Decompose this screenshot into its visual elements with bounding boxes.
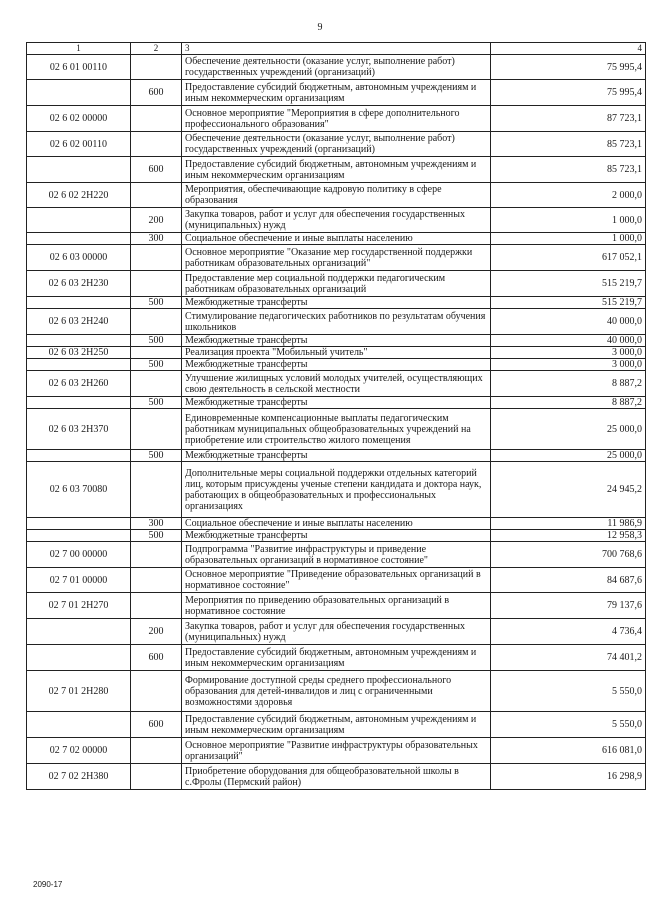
table-row (27, 542, 646, 568)
row-amount-cell: 3 000,0 (491, 347, 646, 359)
footer-document-code: 2090-17 (33, 880, 63, 889)
row-expense-type-cell: 600 (131, 645, 182, 671)
table-row (27, 309, 646, 335)
row-name-cell: Предоставление субсидий бюджетным, автономным учреждениям и иным некоммерческим организациям (182, 712, 491, 738)
table-row (27, 132, 646, 157)
row-code-cell: 02 6 02 00000 (27, 106, 131, 132)
row-expense-type-cell (131, 183, 182, 208)
row-code-cell (27, 80, 131, 106)
row-expense-type-cell: 600 (131, 712, 182, 738)
table-row (27, 297, 646, 309)
row-name-cell: Предоставление субсидий бюджетным, автономным учреждениям и иным некоммерческим организациям (182, 157, 491, 183)
row-name-cell: Межбюджетные трансферты (182, 297, 491, 309)
row-expense-type-cell: 500 (131, 335, 182, 347)
row-code-cell: 02 7 02 2Н380 (27, 764, 131, 790)
row-amount-cell: 87 723,1 (491, 106, 646, 132)
row-name-cell: Предоставление субсидий бюджетным, автономным учреждениям и иным некоммерческим организациям (182, 80, 491, 106)
header-cell-name: 3 (182, 43, 491, 55)
row-amount-cell: 1 000,0 (491, 208, 646, 233)
table-row (27, 518, 646, 530)
row-expense-type-cell (131, 106, 182, 132)
row-name-cell: Предоставление мер социальной поддержки педагогическим работникам образовательных организаций (182, 271, 491, 297)
table-row (27, 347, 646, 359)
row-name-cell: Основное мероприятие "Оказание мер государственной поддержки работникам образовательных организаций" (182, 245, 491, 271)
table-row (27, 409, 646, 450)
row-amount-cell: 85 723,1 (491, 157, 646, 183)
row-expense-type-cell: 300 (131, 233, 182, 245)
row-name-cell: Межбюджетные трансферты (182, 335, 491, 347)
row-amount-cell: 3 000,0 (491, 359, 646, 371)
row-name-cell: Межбюджетные трансферты (182, 359, 491, 371)
row-expense-type-cell (131, 371, 182, 397)
table-row (27, 371, 646, 397)
row-name-cell: Мероприятия по приведению образовательных организаций в нормативное состояние (182, 593, 491, 619)
row-name-cell: Реализация проекта "Мобильный учитель" (182, 347, 491, 359)
table-row (27, 619, 646, 645)
row-amount-cell: 85 723,1 (491, 132, 646, 157)
table-row (27, 593, 646, 619)
row-name-cell: Межбюджетные трансферты (182, 530, 491, 542)
row-amount-cell: 5 550,0 (491, 671, 646, 712)
row-expense-type-cell: 500 (131, 450, 182, 462)
row-amount-cell: 24 945,2 (491, 462, 646, 518)
row-name-cell: Стимулирование педагогических работников по результатам обучения школьников (182, 309, 491, 335)
row-code-cell: 02 6 03 2Н240 (27, 309, 131, 335)
row-code-cell (27, 208, 131, 233)
row-amount-cell: 8 887,2 (491, 397, 646, 409)
row-name-cell: Основное мероприятие "Приведение образовательных организаций в нормативное состояние" (182, 568, 491, 593)
row-name-cell: Социальное обеспечение и иные выплаты населению (182, 518, 491, 530)
row-amount-cell: 40 000,0 (491, 335, 646, 347)
row-expense-type-cell: 300 (131, 518, 182, 530)
row-expense-type-cell: 500 (131, 297, 182, 309)
row-code-cell: 02 7 01 2Н270 (27, 593, 131, 619)
row-expense-type-cell (131, 347, 182, 359)
row-code-cell: 02 6 03 00000 (27, 245, 131, 271)
row-code-cell: 02 6 03 2Н260 (27, 371, 131, 397)
row-name-cell: Формирование доступной среды среднего профессионального образования для детей-инвалидов и лиц с ограниченными возможностями здоровья (182, 671, 491, 712)
row-code-cell (27, 297, 131, 309)
row-code-cell: 02 6 01 00110 (27, 55, 131, 80)
row-expense-type-cell (131, 671, 182, 712)
row-name-cell: Закупка товаров, работ и услуг для обеспечения государственных (муниципальных) нужд (182, 208, 491, 233)
row-name-cell: Обеспечение деятельности (оказание услуг, выполнение работ) государственных учреждений (организаций) (182, 132, 491, 157)
row-expense-type-cell: 200 (131, 619, 182, 645)
row-code-cell: 02 6 03 2Н250 (27, 347, 131, 359)
table-header-row (27, 43, 646, 55)
row-name-cell: Межбюджетные трансферты (182, 450, 491, 462)
row-amount-cell: 40 000,0 (491, 309, 646, 335)
table-row (27, 245, 646, 271)
row-amount-cell: 25 000,0 (491, 450, 646, 462)
row-expense-type-cell: 600 (131, 80, 182, 106)
table-row (27, 55, 646, 80)
table-row (27, 157, 646, 183)
row-name-cell: Приобретение оборудования для общеобразовательной школы в с.Фролы (Пермский район) (182, 764, 491, 790)
row-code-cell: 02 7 00 00000 (27, 542, 131, 568)
table-row (27, 450, 646, 462)
row-expense-type-cell (131, 568, 182, 593)
row-code-cell (27, 359, 131, 371)
row-name-cell: Дополнительные меры социальной поддержки отдельных категорий лиц, которым присуждены ученые степени кандидата и доктора наук, работающих в общеобразовательных и профессиональных организациях (182, 462, 491, 518)
row-amount-cell: 1 000,0 (491, 233, 646, 245)
row-code-cell (27, 233, 131, 245)
budget-table (26, 42, 646, 790)
row-expense-type-cell (131, 245, 182, 271)
row-code-cell: 02 6 03 2Н370 (27, 409, 131, 450)
row-name-cell: Социальное обеспечение и иные выплаты населению (182, 233, 491, 245)
row-code-cell (27, 450, 131, 462)
table-row (27, 359, 646, 371)
row-code-cell (27, 335, 131, 347)
page-number: 9 (317, 22, 323, 33)
row-code-cell (27, 645, 131, 671)
row-amount-cell: 75 995,4 (491, 55, 646, 80)
row-code-cell (27, 518, 131, 530)
row-amount-cell: 700 768,6 (491, 542, 646, 568)
row-amount-cell: 515 219,7 (491, 271, 646, 297)
row-amount-cell: 74 401,2 (491, 645, 646, 671)
row-code-cell (27, 619, 131, 645)
row-code-cell: 02 7 01 2Н280 (27, 671, 131, 712)
row-amount-cell: 617 052,1 (491, 245, 646, 271)
row-amount-cell: 616 081,0 (491, 738, 646, 764)
table-row (27, 106, 646, 132)
row-amount-cell: 8 887,2 (491, 371, 646, 397)
table-row (27, 738, 646, 764)
row-expense-type-cell (131, 764, 182, 790)
table-row (27, 712, 646, 738)
header-cell-code: 1 (27, 43, 131, 55)
table-row (27, 568, 646, 593)
row-expense-type-cell (131, 132, 182, 157)
header-cell-amount: 4 (491, 43, 646, 55)
row-expense-type-cell (131, 593, 182, 619)
row-amount-cell: 84 687,6 (491, 568, 646, 593)
row-name-cell: Основное мероприятие "Развитие инфраструктуры образовательных организаций" (182, 738, 491, 764)
row-name-cell: Закупка товаров, работ и услуг для обеспечения государственных (муниципальных) нужд (182, 619, 491, 645)
table-row (27, 233, 646, 245)
row-name-cell: Межбюджетные трансферты (182, 397, 491, 409)
row-expense-type-cell: 200 (131, 208, 182, 233)
row-expense-type-cell (131, 271, 182, 297)
row-code-cell: 02 6 03 70080 (27, 462, 131, 518)
row-expense-type-cell (131, 542, 182, 568)
row-amount-cell: 75 995,4 (491, 80, 646, 106)
table-row (27, 208, 646, 233)
row-code-cell: 02 7 02 00000 (27, 738, 131, 764)
table-row (27, 397, 646, 409)
table-row (27, 271, 646, 297)
table-row (27, 645, 646, 671)
row-name-cell: Обеспечение деятельности (оказание услуг, выполнение работ) государственных учреждений (организаций) (182, 55, 491, 80)
row-expense-type-cell: 500 (131, 530, 182, 542)
table-row (27, 335, 646, 347)
table-body (27, 55, 646, 790)
row-amount-cell: 25 000,0 (491, 409, 646, 450)
row-code-cell (27, 397, 131, 409)
row-amount-cell: 16 298,9 (491, 764, 646, 790)
row-expense-type-cell (131, 462, 182, 518)
row-expense-type-cell: 500 (131, 397, 182, 409)
table-row (27, 530, 646, 542)
row-amount-cell: 11 986,9 (491, 518, 646, 530)
header-cell-expense-type: 2 (131, 43, 182, 55)
table-row (27, 183, 646, 208)
row-name-cell: Основное мероприятие "Мероприятия в сфере дополнительного профессионального образования" (182, 106, 491, 132)
row-code-cell: 02 6 02 00110 (27, 132, 131, 157)
table-row (27, 671, 646, 712)
row-code-cell (27, 712, 131, 738)
row-code-cell: 02 6 03 2Н230 (27, 271, 131, 297)
row-code-cell (27, 530, 131, 542)
row-amount-cell: 4 736,4 (491, 619, 646, 645)
row-expense-type-cell: 500 (131, 359, 182, 371)
row-code-cell: 02 6 02 2Н220 (27, 183, 131, 208)
row-amount-cell: 5 550,0 (491, 712, 646, 738)
row-expense-type-cell (131, 309, 182, 335)
row-name-cell: Улучшение жилищных условий молодых учителей, осуществляющих свою деятельность в сельской местности (182, 371, 491, 397)
row-expense-type-cell (131, 409, 182, 450)
row-expense-type-cell (131, 55, 182, 80)
row-name-cell: Мероприятия, обеспечивающие кадровую политику в сфере образования (182, 183, 491, 208)
row-name-cell: Предоставление субсидий бюджетным, автономным учреждениям и иным некоммерческим организациям (182, 645, 491, 671)
row-amount-cell: 515 219,7 (491, 297, 646, 309)
row-amount-cell: 79 137,6 (491, 593, 646, 619)
row-expense-type-cell (131, 738, 182, 764)
row-name-cell: Подпрограмма "Развитие инфраструктуры и приведение образовательных организаций в нормативное состояние" (182, 542, 491, 568)
row-amount-cell: 2 000,0 (491, 183, 646, 208)
table-row (27, 764, 646, 790)
table-row (27, 80, 646, 106)
row-amount-cell: 12 958,3 (491, 530, 646, 542)
table-row (27, 462, 646, 518)
row-name-cell: Единовременные компенсационные выплаты педагогическим работникам муниципальных общеобразовательных учреждений на приобретение или строительство жилого помещения (182, 409, 491, 450)
row-code-cell: 02 7 01 00000 (27, 568, 131, 593)
row-expense-type-cell: 600 (131, 157, 182, 183)
row-code-cell (27, 157, 131, 183)
